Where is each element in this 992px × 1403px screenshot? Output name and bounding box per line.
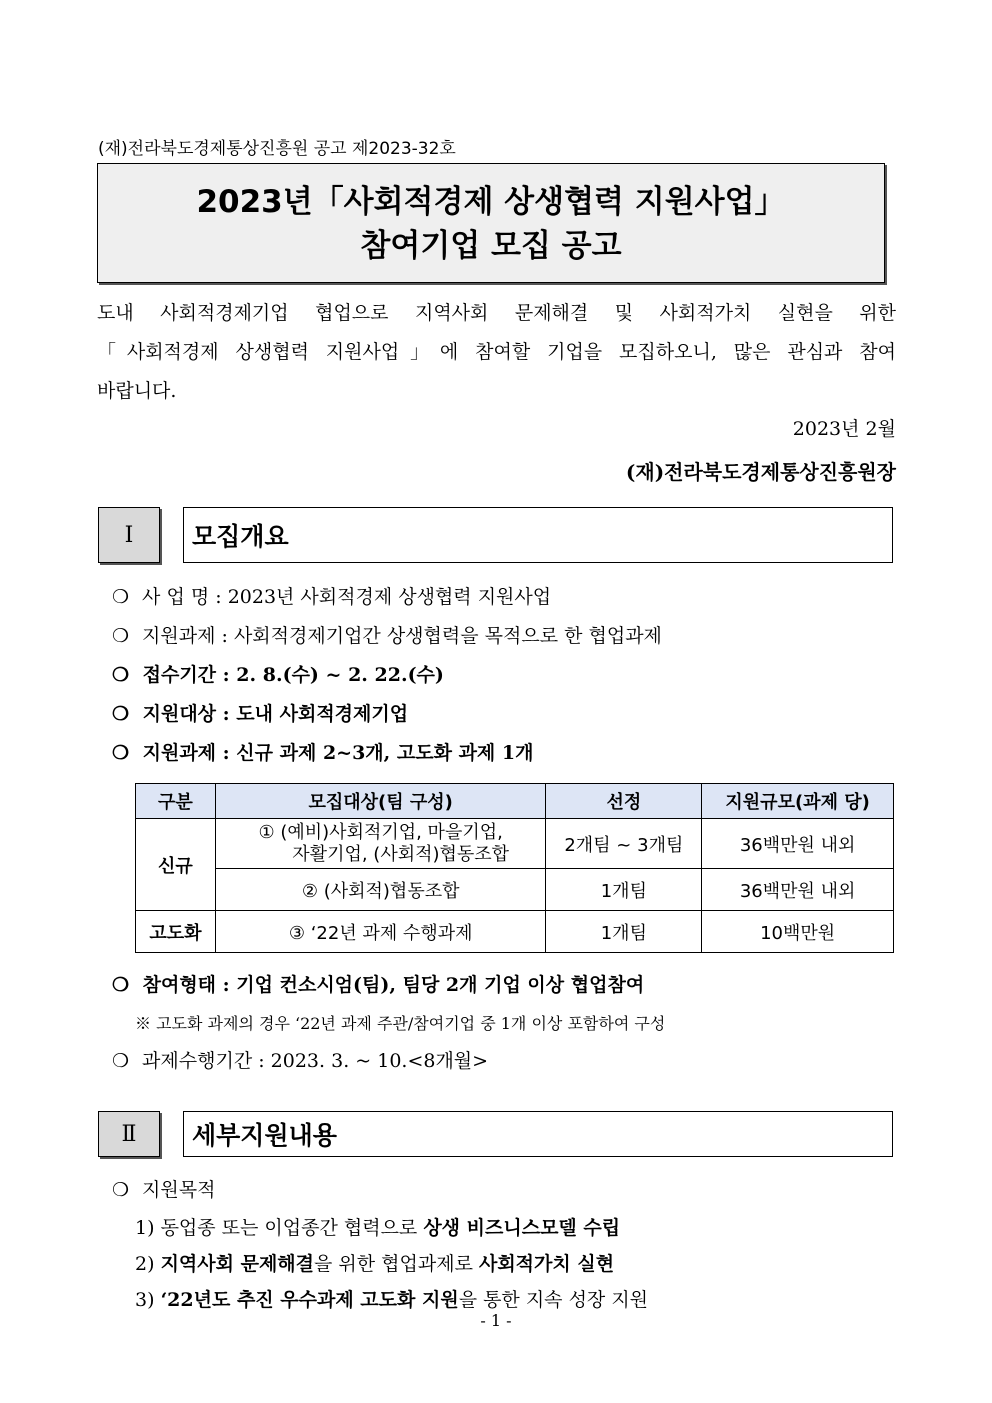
table-cell-target: ② (사회적)협동조합	[215, 869, 546, 911]
section2-number: Ⅱ	[98, 1111, 160, 1157]
page-title-line1: 2023년「사회적경제 상생협력 지원사업」	[196, 184, 786, 220]
table-header: 모집대상(팀 구성)	[215, 784, 546, 819]
bullet-circle-icon: ❍	[112, 974, 130, 996]
overview-item-duration: ❍ 과제수행기간 : 2023. 3. ~ 10.<8개월>	[112, 1050, 489, 1072]
support-purpose-heading: ❍ 지원목적	[112, 1179, 216, 1201]
table-row	[136, 869, 894, 911]
overview-item-task-count: ❍ 지원과제 : 신규 과제 2~3개, 고도화 과제 1개	[112, 742, 534, 764]
purpose-item-3: 3) ‘22년도 추진 우수과제 고도화 지원을 통한 지속 성장 지원	[135, 1289, 649, 1311]
intro-line1: 도내 사회적경제기업 협업으로 지역사회 문제해결 및 사회적가치 실현을 위한	[97, 302, 896, 324]
intro-paragraph	[97, 294, 896, 411]
table-cell-select: 1개팀	[546, 911, 702, 953]
overview-item-project-name: ❍ 사 업 명 : 2023년 사회적경제 상생협력 지원사업	[112, 586, 552, 608]
table-group-advanced: 고도화	[136, 911, 216, 953]
table-header: 선정	[546, 784, 702, 819]
page-number: - 1 -	[480, 1311, 512, 1330]
bullet-circle-icon: ❍	[112, 625, 130, 647]
bullet-circle-icon: ❍	[112, 1050, 130, 1072]
table-header: 구분	[136, 784, 216, 819]
notice-number: (재)전라북도경제통상진흥원 공고 제2023-32호	[98, 139, 456, 159]
overview-item-participation: ❍ 참여형태 : 기업 컨소시엄(팀), 팀당 2개 기업 이상 협업참여	[112, 974, 645, 996]
purpose-item-2: 2) 지역사회 문제해결을 위한 협업과제로 사회적가치 실현	[135, 1253, 615, 1275]
table-cell-scale: 36백만원 내외	[702, 819, 894, 869]
section1-number: Ⅰ	[98, 507, 160, 563]
table-cell-scale: 10백만원	[702, 911, 894, 953]
page-title-line2: 참여기업 모집 공고	[360, 228, 622, 264]
table-header-row	[136, 784, 894, 819]
bullet-circle-icon: ❍	[112, 1179, 130, 1201]
table-row	[136, 819, 894, 869]
overview-item-period: ❍ 접수기간 : 2. 8.(수) ~ 2. 22.(수)	[112, 664, 444, 686]
bullet-circle-icon: ❍	[112, 703, 130, 725]
title-box	[97, 163, 885, 283]
bullet-circle-icon: ❍	[112, 664, 130, 686]
table-cell-target: ③ ‘22년 과제 수행과제	[215, 911, 546, 953]
table-cell-target: ① (예비)사회적기업, 마을기업, 자활기업, (사회적)협동조합	[215, 819, 546, 869]
overview-item-target: ❍ 지원대상 : 도내 사회적경제기업	[112, 703, 409, 725]
participation-note: ※ 고도화 과제의 경우 ‘22년 과제 주관/참여기업 중 1개 이상 포함하여 구성	[135, 1014, 666, 1033]
bullet-circle-icon: ❍	[112, 742, 130, 764]
table-group-new: 신규	[136, 819, 216, 911]
issuer: (재)전라북도경제통상진흥원장	[625, 460, 896, 484]
table-header: 지원규모(과제 당)	[702, 784, 894, 819]
recruitment-table	[135, 783, 894, 953]
purpose-item-1: 1) 동업종 또는 이업종간 협력으로 상생 비즈니스모델 수립	[135, 1217, 621, 1239]
table-row	[136, 911, 894, 953]
intro-line3: 바랍니다.	[97, 380, 177, 402]
intro-line2: 「사회적경제 상생협력 지원사업」에 참여할 기업을 모집하오니, 많은 관심과 참여	[97, 341, 896, 363]
table-cell-select: 1개팀	[546, 869, 702, 911]
overview-item-task: ❍ 지원과제 : 사회적경제기업간 상생협력을 목적으로 한 협업과제	[112, 625, 662, 647]
notice-date: 2023년 2월	[792, 418, 896, 440]
table-cell-scale: 36백만원 내외	[702, 869, 894, 911]
bullet-circle-icon: ❍	[112, 586, 130, 608]
section2-title: 세부지원내용	[183, 1111, 893, 1157]
section1-title: 모집개요	[183, 507, 893, 563]
table-cell-select: 2개팀 ~ 3개팀	[546, 819, 702, 869]
